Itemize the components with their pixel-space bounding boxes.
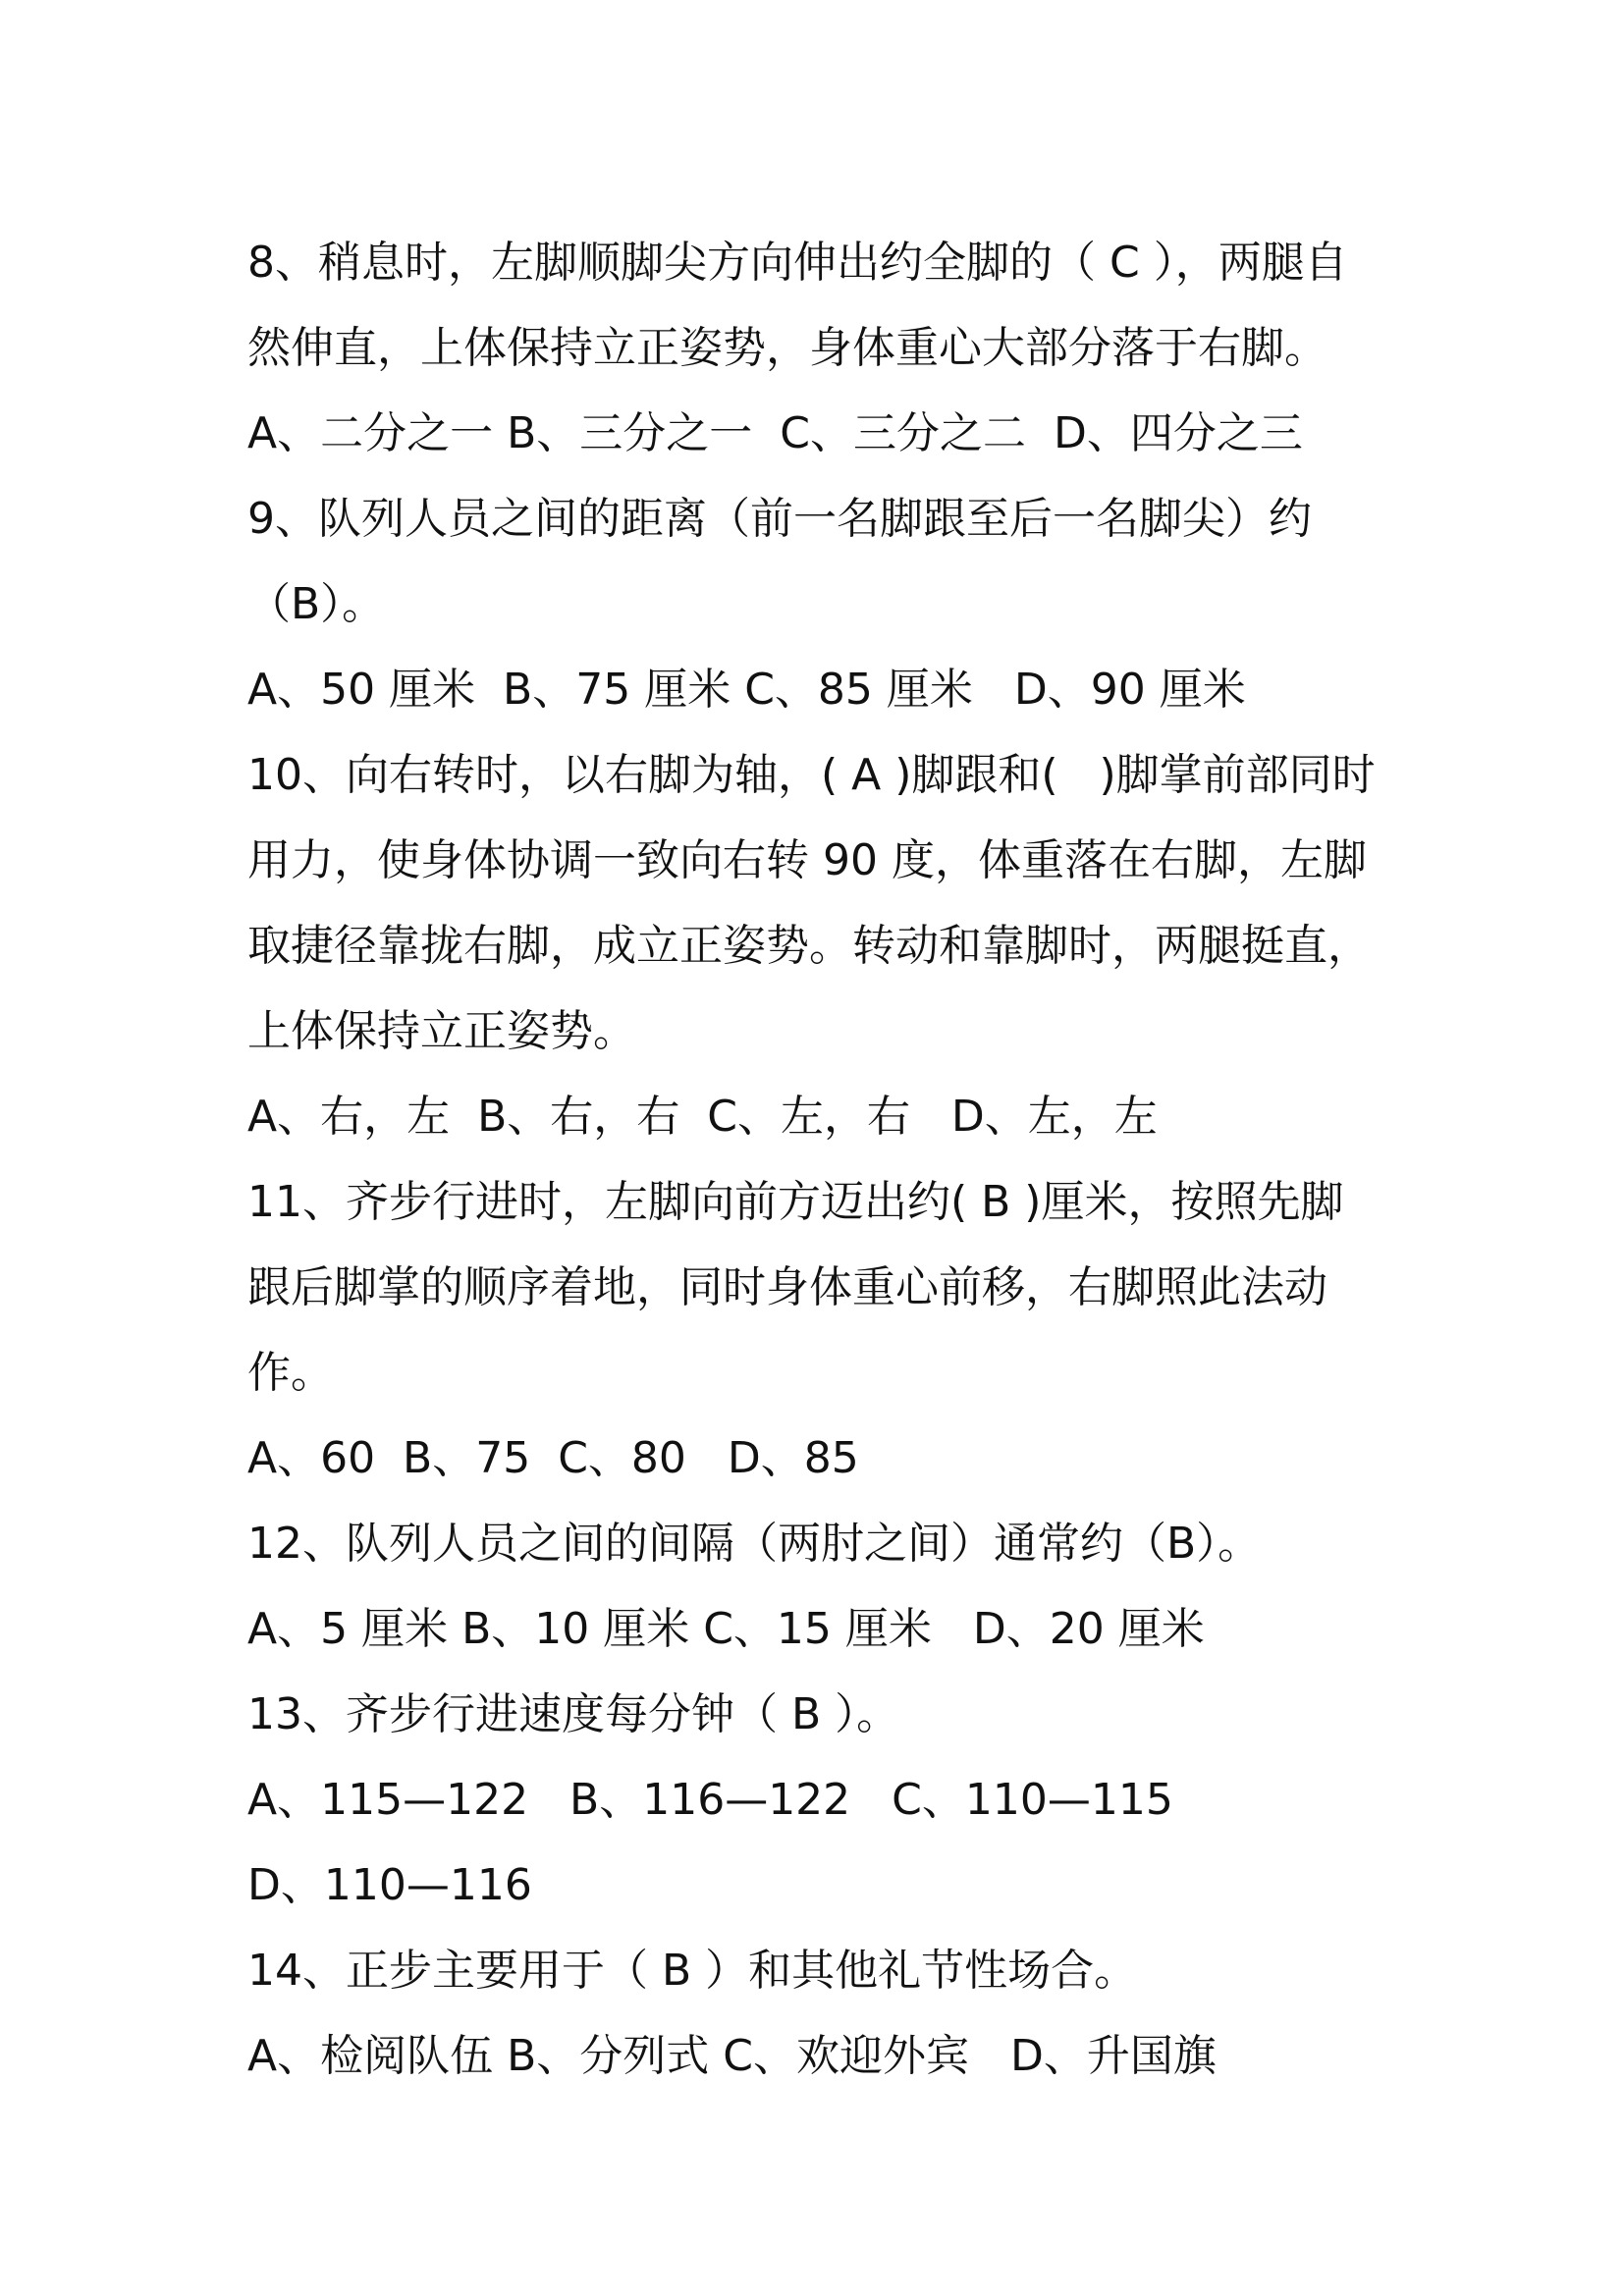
question-8-options: A、二分之一 B、三分之一 C、三分之二 D、四分之三 — [247, 408, 1303, 458]
question-10-line-1: 10、向右转时，以右脚为轴，( A )脚跟和( )脚掌前部同时 — [247, 750, 1376, 800]
question-10-line-4: 上体保持立正姿势。 — [247, 1006, 636, 1056]
question-10-line-2: 用力，使身体协调一致向右转 90 度，体重落在右脚，左脚 — [247, 835, 1367, 885]
question-10-options: A、右，左 B、右，右 C、左，右 D、左，左 — [247, 1092, 1158, 1142]
question-10-line-3: 取捷径靠拢右脚，成立正姿势。转动和靠脚时，两腿挺直， — [247, 921, 1371, 971]
question-9-line-2: （B）。 — [247, 579, 386, 629]
question-14-options: A、检阅队伍 B、分列式 C、欢迎外宾 D、升国旗 — [247, 2031, 1217, 2081]
question-14-line-1: 14、正步主要用于（ B ）和其他礼节性场合。 — [247, 1946, 1138, 1996]
question-12-options: A、5 厘米 B、10 厘米 C、15 厘米 D、20 厘米 — [247, 1604, 1205, 1654]
question-13-options-1: A、115—122 B、116—122 C、110—115 — [247, 1775, 1173, 1825]
question-8-line-1: 8、稍息时，左脚顺脚尖方向伸出约全脚的（ C ），两腿自 — [247, 238, 1348, 288]
question-12-line-1: 12、队列人员之间的间隔（两肘之间）通常约（B）。 — [247, 1519, 1262, 1569]
question-9-line-1: 9、队列人员之间的距离（前一名脚跟至后一名脚尖）约 — [247, 494, 1312, 544]
document-page — [247, 220, 1406, 2099]
question-11-line-1: 11、齐步行进时，左脚向前方迈出约( B )厘米，按照先脚 — [247, 1177, 1344, 1227]
question-9-options: A、50 厘米 B、75 厘米 C、85 厘米 D、90 厘米 — [247, 665, 1246, 715]
question-8-line-2: 然伸直，上体保持立正姿势，身体重心大部分落于右脚。 — [247, 323, 1327, 373]
question-11-line-3: 作。 — [247, 1348, 334, 1398]
question-13-options-2: D、110—116 — [247, 1860, 532, 1910]
question-11-options: A、60 B、75 C、80 D、85 — [247, 1433, 859, 1483]
question-11-line-2: 跟后脚掌的顺序着地，同时身体重心前移，右脚照此法动 — [247, 1262, 1327, 1312]
question-13-line-1: 13、齐步行进速度每分钟（ B ）。 — [247, 1689, 900, 1739]
